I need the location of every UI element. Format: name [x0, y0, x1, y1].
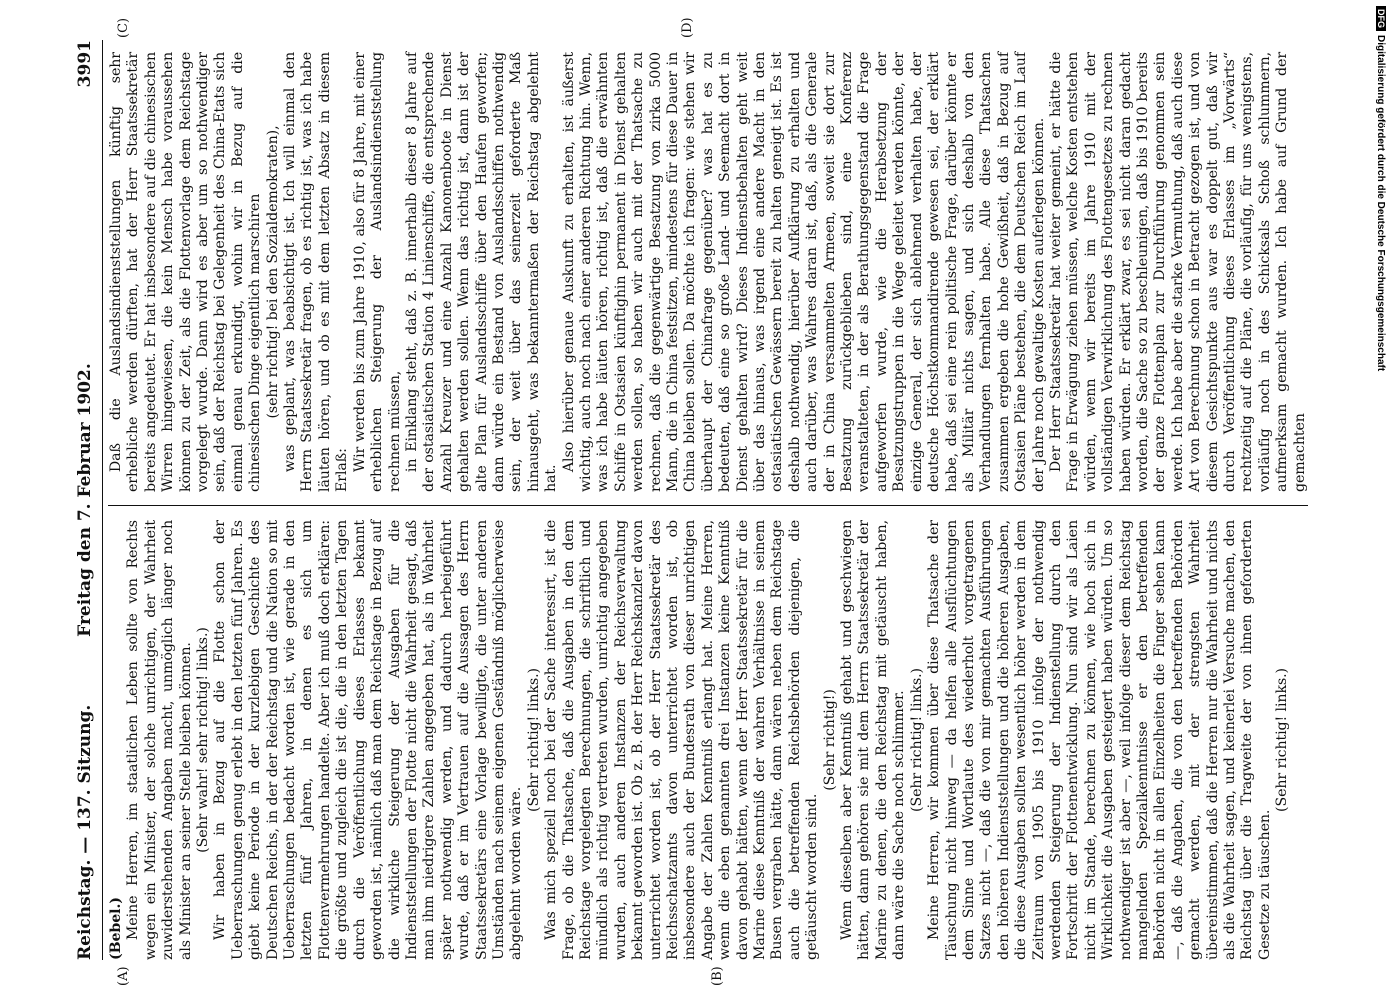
- dfg-logo: DFG: [1376, 6, 1386, 31]
- credit-text: Digitalisierung gefördert durch die Deutsche Forschungsgemeinschaft: [1375, 35, 1386, 372]
- header-left: Reichstag. — 137. Sitzung.: [75, 704, 95, 960]
- paragraph: Der Herr Staatssekretär hat weiter gemeint, er hätte die Frage in Erwägung ziehen müssen, welche Kosten entstehen würden, wenn wir bereits im Jahre 1910 mit der vollständigen Verwirklichung des Flottengesetzes zu rechnen haben würden. Er erklärt zwar, es sei nicht daran gedacht worden, die Sache so zu beschleunigen, daß bis 1910 bereits der ganze Flottenplan zur Durchführung genommen sein werde. Ich habe aber die starke Vermuthung, daß auch diese Art von Berechnung schon in Betracht gezogen ist, und von diesem Gesichtspunkte aus war es doppelt gut, daß wir durch Veröffentlichung dieses Erlasses im „Vorwärts“ rechtzeitig auf die Pläne, die vorläufig, für uns wenigstens, vorläufig noch in des Schicksals Schoß schlummern, aufmerksam gemacht wurden. Ich habe auf Grund der gemachten: [1047, 52, 1308, 492]
- margin-marker-d: (D): [680, 17, 695, 38]
- paragraph: Was mich speziell noch bei der Sache interessirt, ist die Frage, ob die Thatsache, daß die Ausgaben in den dem Reichstage vorgelegten Berechnungen, die schriftlich und mündlich als richtig vertreten wurden, unrichtig angegeben wurden, auch anderen Instanzen der Reichsverwaltung bekannt geworden ist. Ob z. B. der Herr Reichskanzler davon unterrichtet worden ist, ob der Herr Staatssekretär des Reichsschatzamts davon unterrichtet worden ist, ob insbesondere auch der Bundesrath von dieser unrichtigen Angabe der Zahlen Kenntniß erlangt hat. Meine Herren, wenn die eben genannten drei Instanzen keine Kenntniß davon gehabt hätten, wenn der Herr Staatssekretär für die Marine diese Kenntniß der wahren Verhältnisse in seinem Busen vergraben hätte, dann wären neben dem Reichstage auch die betreffenden Reichsbehörden diejenigen, die getäuscht worden sind.: [543, 520, 821, 960]
- interjection: (Sehr wahr! sehr richtig! links.): [195, 627, 212, 853]
- speaker-label: (Bebel.): [108, 897, 124, 960]
- rotated-page: [70, 17, 1320, 986]
- interjection: (Sehr richtig! links.): [1274, 668, 1291, 812]
- credit-strip: [1372, 6, 1390, 706]
- margin-marker-c: (C): [116, 17, 131, 38]
- paragraph: Wir werden bis zum Jahre 1910, also für 8 Jahre, mit einer erheblichen Steigerung der Auslandsindienststellung rechnen müssen,: [351, 52, 403, 492]
- header-date: Freitag den 7. Februar 1902.: [75, 363, 95, 637]
- paragraph: Meine Herren, wir kommen über diese Thatsache der Täuschung nicht hinweg — da helfen alle Ausflüchtungen dem Sinne und Wortlaute des wiederholt vorgetragenen Satzes nicht —, daß die von mir gemachten Ausführungen den höheren Indienststellungen und die höheren Ausgaben, die diese Ausgaben sollten wesentlich höher werden in dem Zeitraum von 1905 bis 1910 infolge der nothwendig werdenden Steigerung der Indienstellung durch den Fortschritt der Flottenentwicklung. Nun sind wir als Laien nicht im Stande, berechnen zu können, wie hoch sich in Wirklichkeit die Ausgaben gesteigert haben würden. Um so nothwendiger ist aber —, weil infolge dieser dem Reichstag mangelnden Spezialkenntnisse er den betreffenden Behörden nicht in allen Einzelheiten die Finger sehen kann —, daß die Angaben, die von den betreffenden Behörden gemacht werden, mit der strengsten Wahrheit übereinstimmen, daß die Herren nur die Wahrheit und nichts als die Wahrheit sagen, und keinerlei Versuche machen, den Reichstag über die Tragweite der von ihnen geforderten Gesetze zu täuschen.: [926, 520, 1273, 960]
- margin-marker-a: (A): [116, 966, 131, 986]
- paragraph: was geplant, was beabsichtigt ist. Ich will einmal den Herrn Staatssekretär fragen, ob es richtig ist, was ich habe läuten hören, und ob es mit dem letzten Absatz in diesem Erlaß:: [282, 52, 351, 492]
- paragraph: Meine Herren, im staatlichen Leben sollte von Rechts wegen ein Minister, der solche unrichtigen, der Wahrheit zuwiderstehenden Angaben macht, unmöglich länger noch als Minister an seiner Stelle bleiben können.: [125, 520, 194, 960]
- right-column: [108, 52, 1309, 492]
- credit-text-container: [1375, 6, 1386, 371]
- paragraph: Daß die Auslandsindienststellungen künftig sehr erhebliche werden dürften, hat der Herr Staatssekretär bereits angedeutet. Er hat insbesondere auf die chinesischen Wirren hingewiesen, die kein Mensch habe voraussehen können zu der Zeit, als die Flottenvorlage dem Reichstage vorgelegt wurde. Dann wird es aber um so nothwendiger sein, daß der Reichstag bei Gelegenheit des China-Etats sich einmal genau erkundigt, wohin wir in Bezug auf die chinesischen Dinge eigentlich marschiren: [108, 52, 264, 492]
- left-column: [108, 520, 1292, 960]
- margin-marker-b: (B): [710, 966, 725, 986]
- paragraph: in Einklang steht, daß z. B. innerhalb dieser 8 Jahre auf der ostasiatischen Station 4 Linienschiffe, die entsprechende Anzahl Kreuzer und eine Anzahl Kanonenboote in Dienst gehalten werden sollen. Wenn das richtig ist, dann ist der alte Plan für Auslandsschiffe über den Haufen geworfen; dann würde ein Bestand von Auslandsschiffen nothwendig sein, der weit über das seinerzeit geforderte Maß hinausgeht, was bekanntermaßen der Reichstag abgelehnt hat.: [403, 52, 560, 492]
- header-rule: [102, 40, 103, 960]
- page-number: 3991: [75, 40, 95, 88]
- paragraph: Wenn dieselben aber Kenntniß gehabt und geschwiegen hätten, dann gehören sie mit dem Herrn Staatssekretär der Marine zu denen, die den Reichstag mit getäuscht haben, dann wäre die Sache noch schlimmer.: [839, 520, 908, 960]
- interjection: (Sehr richtig! links.): [908, 668, 925, 812]
- paragraph: Also hierüber genaue Auskunft zu erhalten, ist äußerst wichtig, auch noch nach einer anderen Richtung hin. Wenn, was ich habe läuten hören, richtig ist, daß die erwähnten Schiffe in Ostasien künftighin permanent in Dienst gehalten werden sollen, so haben wir auch mit der Thatsache zu rechnen, daß die gegenwärtige Besatzung von zirka 5000 Mann, die in China festsitzen, mindestens für diese Dauer in China bleiben sollen. Da möchte ich fragen: wie stehen wir überhaupt der Chinafrage gegenüber? was hat es zu bedeuten, daß eine so große Land- und Seemacht dort in Dienst gehalten wird? Dieses Indienstbehalten geht weit über das hinaus, was irgend eine andere Macht in den ostasiatischen Gewässern bereit zu halten geneigt ist. Es ist deshalb nothwendig, hierüber Aufklärung zu erhalten und auch darüber, was Wahres daran ist, daß, als die Generale der in China versammelten Armeen, soweit sie dort zur Besatzung zurückgeblieben sind, eine Konferenz veranstalteten, in der als Berathungsgegenstand die Frage aufgeworfen wurde, wie die Herabsetzung der Besatzungstruppen in die Wege geleitet werden könnte, der einzige General, der sich ablehnend verhalten habe, der deutsche Höchstkommandirende gewesen sei, der erklärt habe, daß sei eine rein politische Frage, darüber könnte er als Militär nichts sagen, und sich deshalb von den Verhandlungen fernhalten habe. Alle diese Thatsachen zusammen ergeben die hohe Gewißheit, daß in Bezug auf Ostasien Pläne bestehen, die dem Deutschen Reich im Lauf der Jahre noch gewaltige Kosten auferlegen können.: [560, 52, 1047, 492]
- column-divider: [108, 505, 1308, 506]
- paragraph: Wir haben in Bezug auf die Flotte schon der Ueberraschungen genug erlebt in den letzten fünf Jahren. Es giebt keine Periode in der kurzlebigen Geschichte des Deutschen Reichs, in der der Reichstag und die Nation so mit Ueberraschungen bedacht worden ist, wie gerade in den letzten fünf Jahren, in denen es sich um Flottenvermehrungen handelte. Aber ich muß doch erklären: die größte und zugleich die ist die, die in den letzten Tagen durch die Veröffentlichung dieses Erlasses bekannt geworden ist, nämlich daß man dem Reichstage in Bezug auf die wirkliche Steigerung der Ausgaben für die Indienststellungen der Flotte nicht die Wahrheit gesagt, daß man ihm niedrigere Zahlen angegeben hat, als in Wahrheit später nothwendig werden, und dadurch herbeigeführt wurde, daß er im Vertrauen auf die Aussagen des Herrn Staatssekretärs eine Vorlage bewilligte, die unter anderen Umständen nach seinem eigenen Geständniß möglicherweise abgelehnt worden wäre.: [212, 520, 525, 960]
- interjection: (Sehr richtig! links.): [525, 668, 542, 812]
- interjection: (sehr richtig! bei den Sozialdemokraten),: [264, 125, 281, 419]
- interjection: (Sehr richtig!): [821, 689, 838, 791]
- page-header: [70, 40, 100, 960]
